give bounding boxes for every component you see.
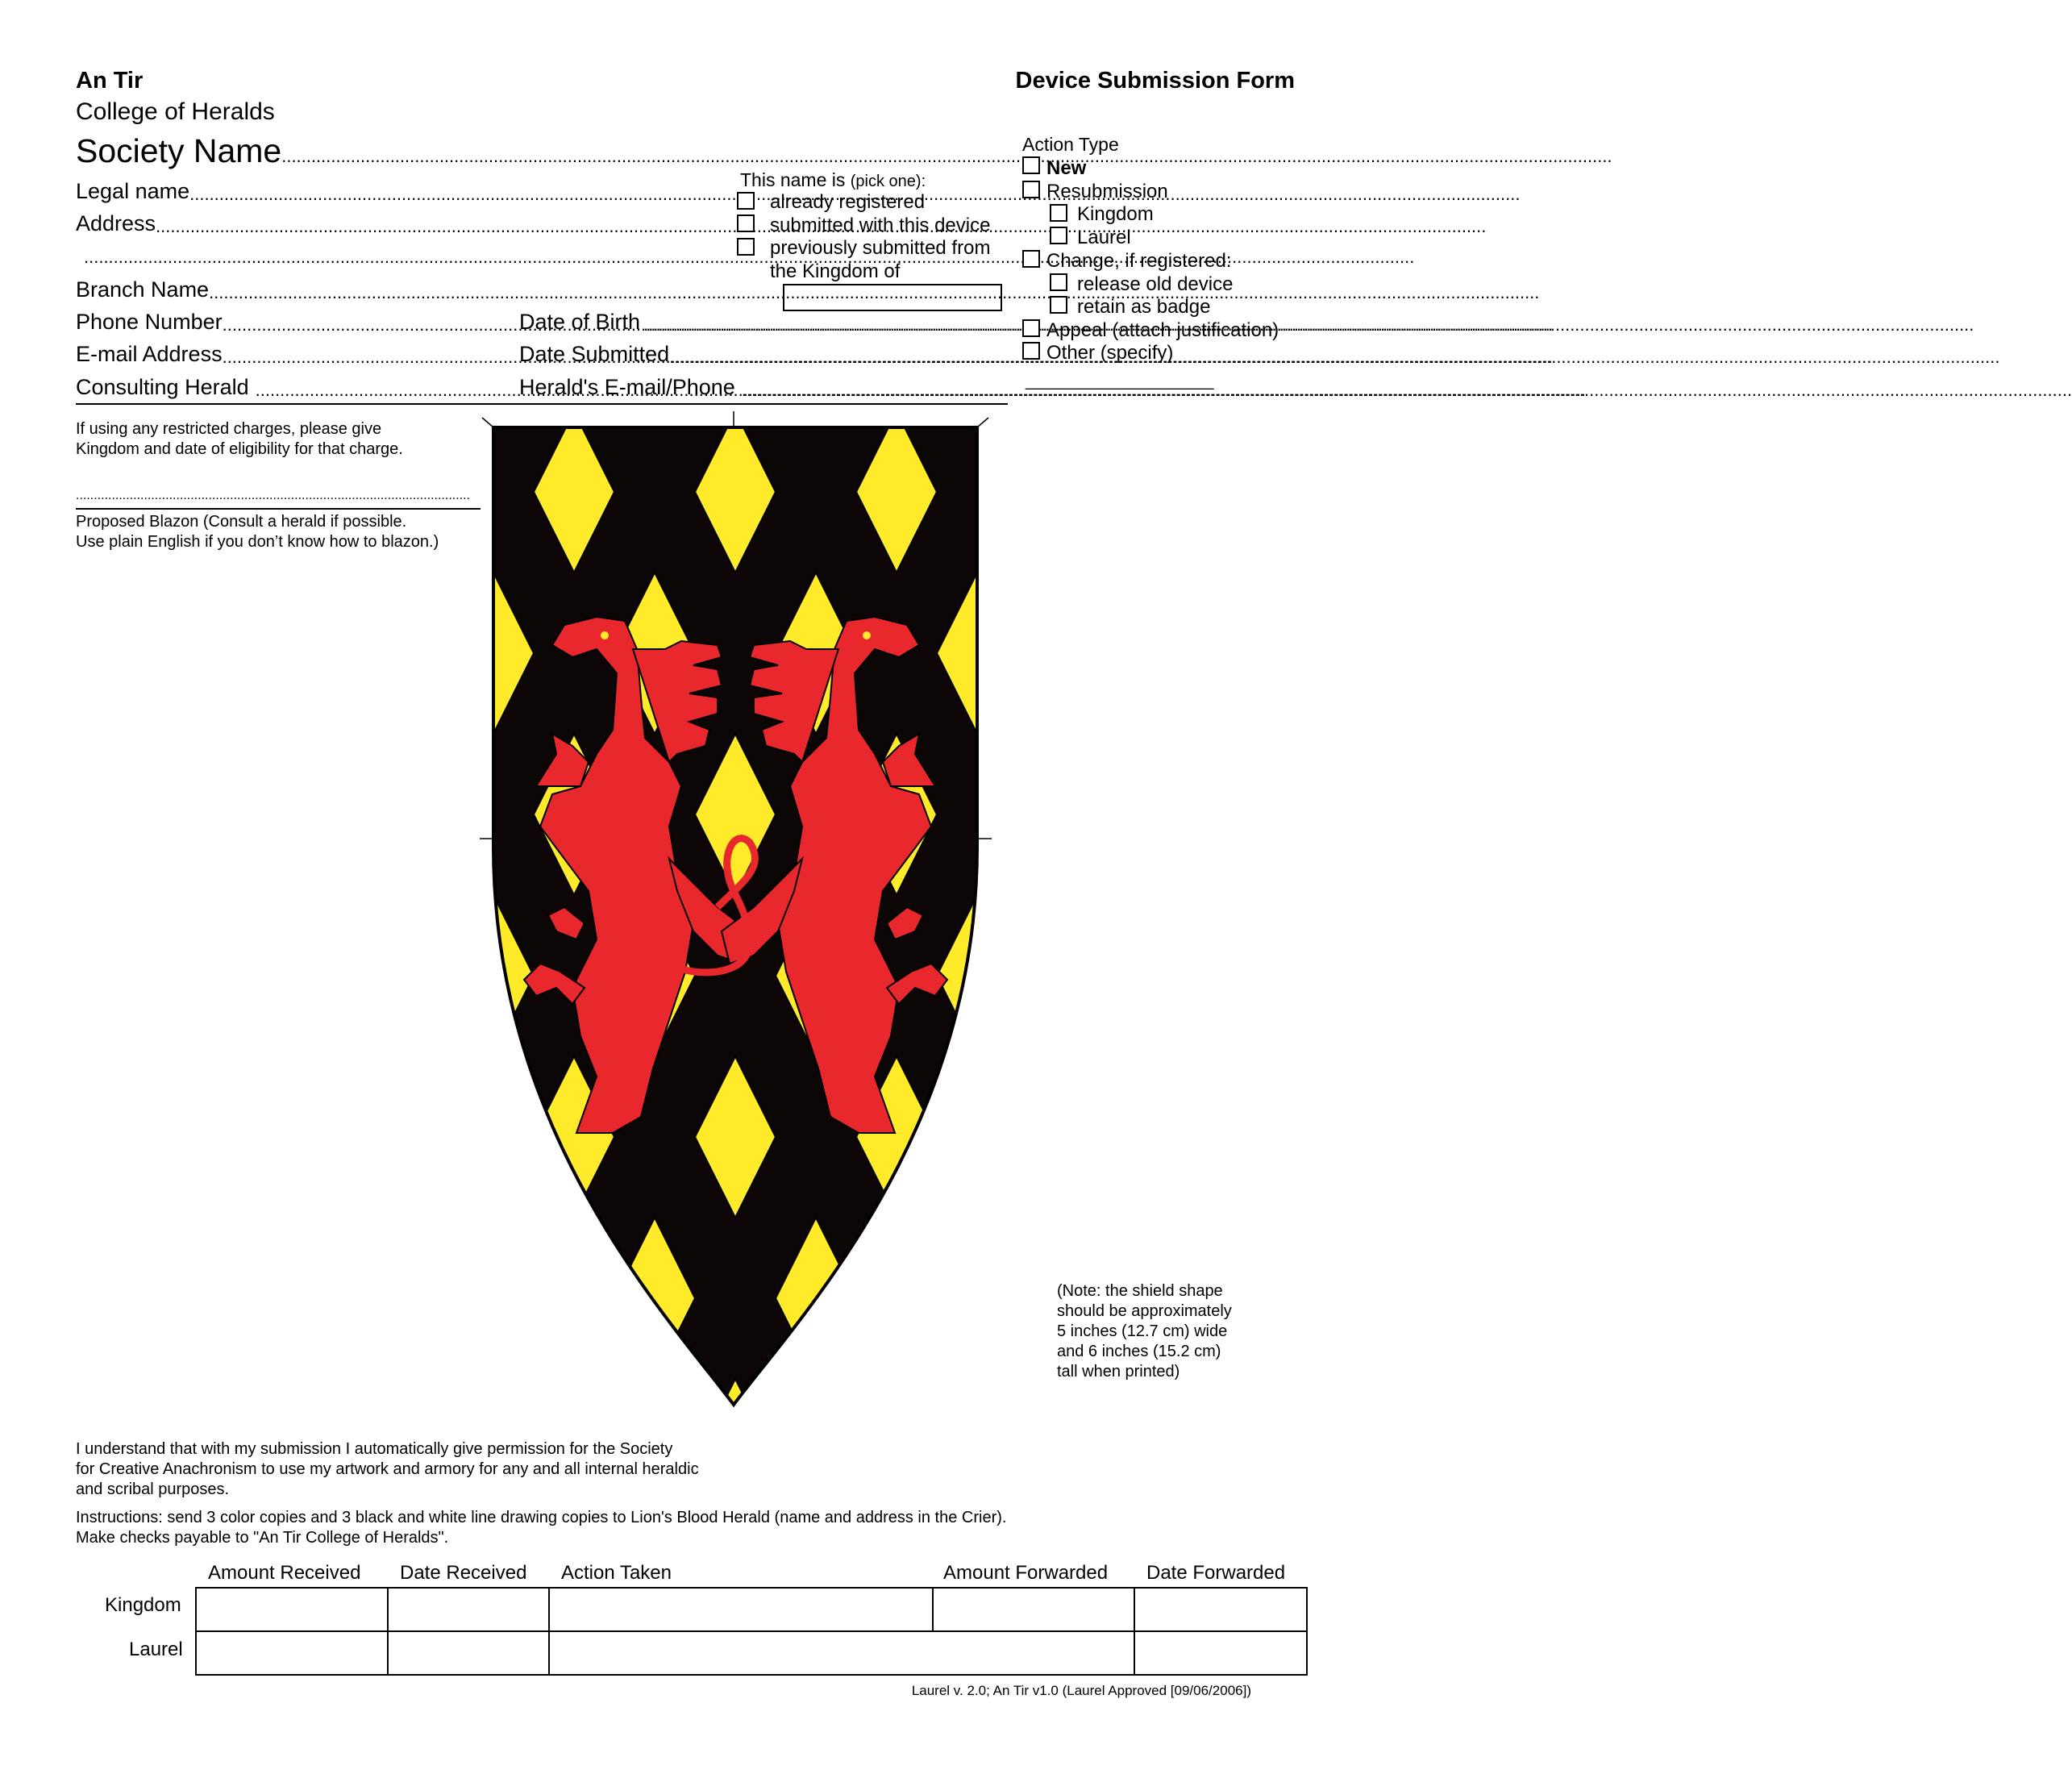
lozenge — [1340, 1056, 1421, 1218]
retain-badge-checkbox[interactable] — [1050, 296, 1067, 314]
lozenge — [1017, 411, 1098, 573]
lozenge — [1582, 895, 1662, 1056]
laurel-date-forwarded-cell[interactable] — [1134, 1631, 1307, 1675]
resubmission-label: Resubmission — [1046, 181, 1168, 202]
kingdom-of-label: the Kingdom of — [770, 260, 901, 282]
date-of-birth-field[interactable] — [519, 310, 779, 335]
lozenge — [1582, 1218, 1662, 1379]
resubmission-kingdom-checkbox[interactable] — [1050, 204, 1067, 222]
other-checkbox[interactable] — [1022, 342, 1040, 360]
device-shield — [476, 407, 1000, 1423]
lozenge — [1421, 895, 1501, 1056]
submitted-with-device-label: submitted with this device — [770, 214, 991, 236]
legal-name-field[interactable] — [76, 179, 727, 205]
release-old-checkbox[interactable] — [1050, 273, 1067, 291]
college-name: College of Heralds — [76, 98, 275, 125]
lozenge — [1501, 734, 1582, 895]
shield-note-line3: 5 inches (12.7 cm) wide — [1057, 1322, 1228, 1340]
shield-note-line5: tall when printed) — [1057, 1363, 1180, 1380]
laurel-date-received-cell[interactable] — [388, 1631, 549, 1675]
lozenge — [937, 1218, 1017, 1379]
name-status-hint: (pick one): — [850, 173, 926, 190]
blazon-note-line1: Proposed Blazon (Consult a herald if possible. — [76, 513, 407, 531]
kingdom-name: An Tir — [76, 68, 144, 94]
version-footer: Laurel v. 2.0; An Tir v1.0 (Laurel Approved [09/06/2006]) — [911, 1683, 1251, 1698]
instructions — [76, 1508, 1006, 1548]
col-amount-forwarded: Amount Forwarded — [943, 1562, 1109, 1584]
col-amount-received: Amount Received — [208, 1562, 361, 1584]
lozenge — [1662, 1056, 1743, 1218]
branch-name-label: Branch Name — [76, 277, 210, 302]
lozenge — [1179, 1056, 1259, 1218]
society-name-label: Society Name — [76, 132, 282, 169]
laurel-action-taken-cell[interactable] — [549, 1631, 1134, 1675]
lozenge — [1743, 1218, 1824, 1379]
resubmission-laurel-label: Laurel — [1077, 227, 1131, 248]
society-name-field[interactable] — [76, 132, 1005, 170]
lozenge — [1501, 1379, 1582, 1540]
restricted-note-line2: Kingdom and date of eligibility for that charge. — [76, 440, 403, 458]
submitted-with-device-checkbox[interactable] — [737, 214, 755, 232]
lozenge — [1098, 573, 1179, 734]
previously-submitted-checkbox[interactable] — [737, 238, 755, 256]
kingdom-of-input[interactable] — [783, 284, 1002, 311]
permission-line2: for Creative Anachronism to use my artwork and armory for any and all internal heraldic — [76, 1460, 699, 1478]
lozenge — [1098, 895, 1179, 1056]
row-laurel: Laurel — [129, 1639, 183, 1660]
lozenge — [1582, 573, 1662, 734]
lozenge — [1017, 1379, 1098, 1540]
kingdom-date-forwarded-cell[interactable] — [1134, 1588, 1307, 1631]
resubmission-laurel-checkbox[interactable] — [1050, 227, 1067, 244]
heralds-contact-label: Herald's E-mail/Phone — [519, 375, 735, 399]
lozenge — [1421, 1218, 1501, 1379]
already-registered-checkbox[interactable] — [737, 192, 755, 210]
consulting-herald-label: Consulting Herald — [76, 375, 249, 399]
table-row — [196, 1631, 1307, 1675]
lozenge — [453, 1218, 534, 1379]
blazon-note-line2: Use plain English if you don’t know how to blazon.) — [76, 533, 439, 551]
resubmission-checkbox[interactable] — [1022, 181, 1040, 198]
lozenge — [1017, 734, 1098, 895]
retain-badge-label: retain as badge — [1077, 296, 1211, 318]
branch-name-field[interactable] — [76, 277, 777, 303]
address-field[interactable] — [76, 211, 727, 237]
kingdom-amount-received-cell[interactable] — [196, 1588, 388, 1631]
date-of-birth-label: Date of Birth — [519, 310, 641, 334]
email-address-field[interactable] — [76, 342, 518, 368]
fee-table — [195, 1587, 1308, 1676]
blazon-divider — [76, 508, 481, 510]
previously-submitted-label: previously submitted from — [770, 237, 991, 259]
lozenge — [1179, 411, 1259, 573]
lozenge — [1743, 573, 1824, 734]
release-old-label: release old device — [1077, 273, 1234, 295]
lozenge — [1017, 1056, 1098, 1218]
lozenge — [1421, 1540, 1501, 1701]
address-line-2[interactable] — [76, 247, 727, 268]
lozenge — [1179, 1379, 1259, 1540]
shield-note-line2: should be approximately — [1057, 1302, 1232, 1320]
lozenge — [1501, 1056, 1582, 1218]
phone-number-label: Phone Number — [76, 310, 223, 334]
lozenge — [1662, 411, 1743, 573]
instructions-line2: Make checks payable to "An Tir College of Heralds". — [76, 1529, 449, 1547]
kingdom-action-taken-cell[interactable] — [549, 1588, 933, 1631]
other-label: Other (specify) — [1046, 342, 1174, 364]
shield-note-line1: (Note: the shield shape — [1057, 1282, 1223, 1300]
lozenge — [1179, 734, 1259, 895]
legal-name-label: Legal name — [76, 179, 190, 203]
lozenge — [1259, 895, 1340, 1056]
name-status-title-text: This name is — [740, 169, 846, 190]
table-row — [196, 1588, 1307, 1631]
resubmission-kingdom-label: Kingdom — [1077, 203, 1154, 225]
lozenge — [1259, 573, 1340, 734]
already-registered-label: already registered — [770, 191, 926, 213]
lozenge — [372, 1056, 453, 1218]
lozenge — [1340, 1379, 1421, 1540]
col-date-forwarded: Date Forwarded — [1146, 1562, 1286, 1584]
row-kingdom: Kingdom — [105, 1594, 181, 1616]
proposed-blazon-note — [76, 512, 439, 552]
permission-line3: and scribal purposes. — [76, 1480, 230, 1498]
change-checkbox[interactable] — [1022, 250, 1040, 268]
lozenge — [1340, 734, 1421, 895]
action-type-title: Action Type — [1022, 134, 1119, 155]
other-specify-line[interactable]: _____________________ — [1026, 373, 1214, 390]
name-status-title — [740, 169, 926, 191]
permission-statement — [76, 1439, 699, 1500]
date-submitted-label: Date Submitted — [519, 342, 670, 366]
new-label: New — [1046, 157, 1087, 179]
change-label: Change, if registered: — [1046, 250, 1232, 272]
date-submitted-field[interactable] — [519, 342, 1008, 368]
header-divider — [76, 403, 1008, 405]
lozenge — [372, 734, 453, 895]
heralds-contact-field[interactable] — [519, 375, 1008, 401]
shield-size-note — [1057, 1281, 1232, 1382]
lozenge — [1421, 573, 1501, 734]
lozenge — [1743, 1540, 1824, 1701]
kingdom-date-received-cell[interactable] — [388, 1588, 549, 1631]
lozenge — [1582, 1540, 1662, 1701]
restricted-charges-input[interactable]: .............................................................................................................. — [76, 489, 470, 502]
lozenge — [1662, 1379, 1743, 1540]
restricted-note-line1: If using any restricted charges, please give — [76, 420, 382, 438]
lozenge — [1743, 895, 1824, 1056]
appeal-checkbox[interactable] — [1022, 319, 1040, 337]
restricted-charges-note — [76, 419, 403, 460]
lozenge — [1259, 1218, 1340, 1379]
email-address-label: E-mail Address — [76, 342, 223, 366]
phone-number-field[interactable] — [76, 310, 518, 335]
consulting-herald-field[interactable] — [76, 375, 518, 401]
laurel-amount-received-cell[interactable] — [196, 1631, 388, 1675]
col-action-taken: Action Taken — [561, 1562, 672, 1584]
new-checkbox[interactable] — [1022, 156, 1040, 174]
form-title: Device Submission Form — [1015, 68, 1295, 94]
instructions-line1: Instructions: send 3 color copies and 3 black and white line drawing copies to Lion's Blood Herald (name and address in the Crier). — [76, 1509, 1007, 1526]
kingdom-amount-forwarded-cell[interactable] — [933, 1588, 1134, 1631]
lozenge — [1340, 411, 1421, 573]
permission-line1: I understand that with my submission I automatically give permission for the Society — [76, 1440, 673, 1458]
lozenge — [1501, 411, 1582, 573]
lozenge — [1662, 734, 1743, 895]
col-date-received: Date Received — [400, 1562, 527, 1584]
address-label: Address — [76, 211, 156, 235]
appeal-label: Appeal (attach justification) — [1046, 319, 1279, 341]
shield-note-line4: and 6 inches (15.2 cm) — [1057, 1343, 1221, 1360]
